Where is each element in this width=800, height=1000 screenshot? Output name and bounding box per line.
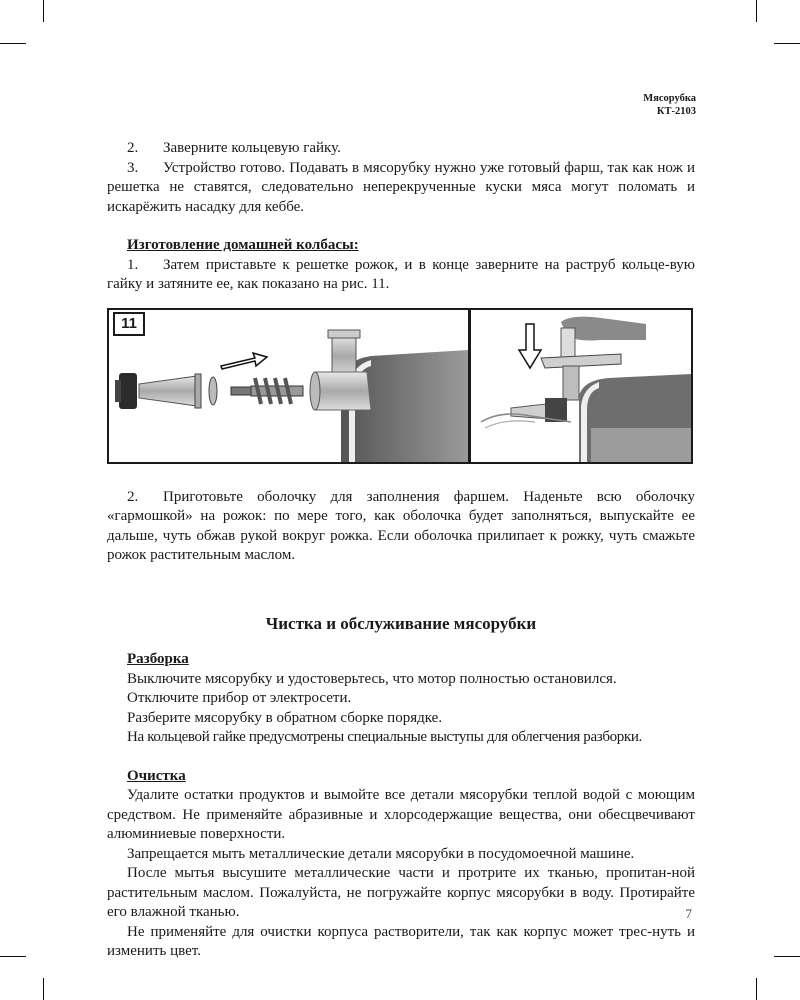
figure-11 xyxy=(107,308,695,464)
step-text: Заверните кольцевую гайку. xyxy=(163,140,341,156)
spacer xyxy=(107,748,695,767)
body-paragraph: После мытья высушите металлические части и протрите их тканью, пропитан-ной растительным маслом. Пожалуйста, не погружайте корпус мясорубки в воду. Протирайте его влажной тканью. xyxy=(107,865,695,920)
step-text: Приготовьте оболочку для заполнения фаршем. Наденьте всю оболочку «гармошкой» на рожок: по мере того, как оболочка будет заполняться, выпускайте ее дальше, чуть обжав рукой вокруг рожка. Если оболочка прилипает к рожку, чуть смажьте рожок растительным маслом. xyxy=(107,488,695,563)
crop-mark xyxy=(43,0,44,22)
header-title: Мясорубка xyxy=(643,93,696,104)
body-line: Отключите прибор от электросети. xyxy=(127,690,352,706)
crop-mark xyxy=(756,978,757,1000)
figure-label: 11 xyxy=(113,312,145,336)
figure-panel-assembly xyxy=(107,308,470,464)
section-subheading: Разборка xyxy=(127,651,189,667)
crop-mark xyxy=(0,956,26,957)
spacer xyxy=(107,217,695,236)
body-line: На кольцевой гайке предусмотрены специальные выступы для облегчения разборки. xyxy=(127,729,642,745)
crop-mark xyxy=(774,43,800,44)
running-header xyxy=(643,92,696,118)
crop-mark xyxy=(774,956,800,957)
body-line: Разберите мясорубку в обратном сборке порядке. xyxy=(127,709,443,726)
body-paragraph: Запрещается мыть металлические детали мясорубки в посудомоечной машине. xyxy=(127,845,635,862)
section-subheading: Изготовление домашней колбасы: xyxy=(127,237,359,253)
section-title: Чистка и обслуживание мясорубки xyxy=(265,613,537,633)
step-number: 3. xyxy=(127,159,139,176)
step-number: 1. xyxy=(127,256,139,273)
crop-mark xyxy=(43,978,44,1000)
crop-mark xyxy=(0,43,26,44)
step-item xyxy=(107,139,695,159)
body-line: Выключите мясорубку и удостоверьтесь, что мотор полностью остановился. xyxy=(127,670,617,687)
body-paragraph: Не применяйте для очистки корпуса растворители, так как корпус может трес-нуть и изменить цвет. xyxy=(107,923,695,959)
step-item xyxy=(107,159,695,218)
step-number: 2. xyxy=(127,140,139,156)
body-paragraph: Удалите остатки продуктов и вымойте все детали мясорубки теплой водой с моющим средством. Не применяйте абразивные и хлорсодержащие вещества, они обесцвечивают алюминиевые поверхности. xyxy=(107,787,695,842)
page-content xyxy=(107,139,695,962)
step-number: 2. xyxy=(127,488,139,505)
header-model: КТ-2103 xyxy=(656,106,696,117)
step-text: Затем приставьте к решетке рожок, и в конце заверните на раструб кольце-вую гайку и затяните ее, как показано на рис. 11. xyxy=(107,256,695,292)
step-item xyxy=(107,256,695,295)
crop-mark xyxy=(756,0,757,22)
grinder-filling-illustration xyxy=(471,310,691,462)
step-text: Устройство готово. Подавать в мясорубку нужно уже готовый фарш, так как нож и решетка не ставятся, следовательно неперекрученные куски мяса могут поломать и искарёжить насадку для кеббе. xyxy=(107,159,695,215)
section-subheading: Очистка xyxy=(127,767,186,784)
step-item xyxy=(107,488,695,566)
grinder-parts-illustration xyxy=(109,310,468,462)
page-number: 7 xyxy=(685,906,692,921)
figure-panel-filling xyxy=(469,308,693,464)
